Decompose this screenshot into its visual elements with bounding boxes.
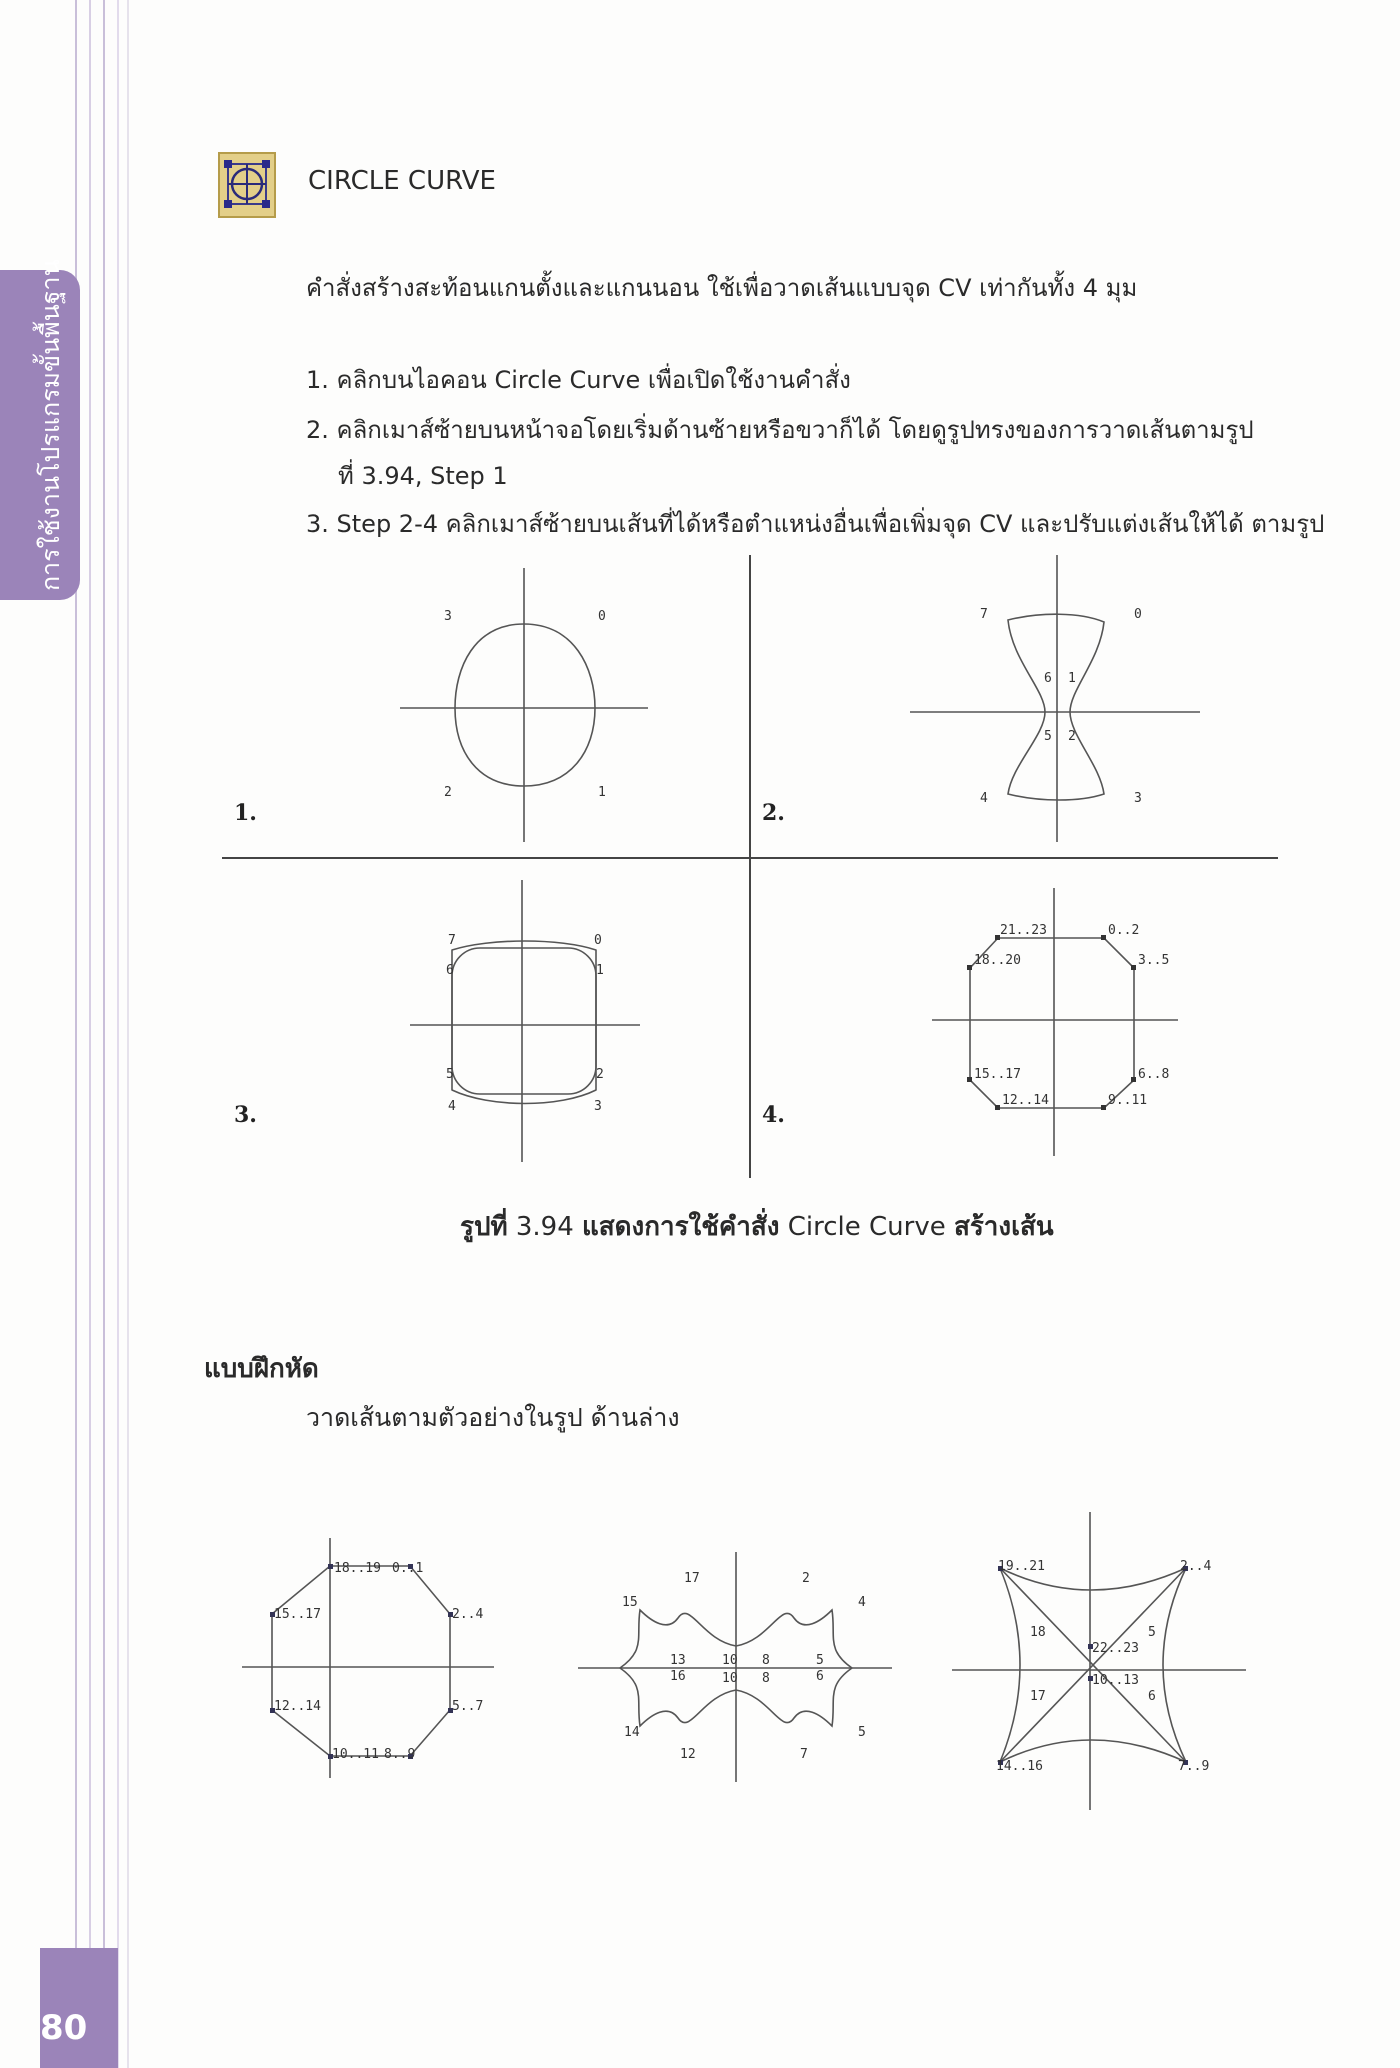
exercise-description: วาดเส้นตามตัวอย่างในรูป ด้านล่าง [306,1403,680,1432]
e2-point-label: 5 [858,1725,866,1740]
e3-point-label: 10..13 [1092,1673,1139,1688]
caption-part: Circle Curve [779,1212,954,1242]
e2-point-label: 16 [670,1669,686,1684]
p3-point-label: 5 [446,1067,454,1082]
e1-point-label: 18..19 [334,1561,381,1576]
e1-point-label: 5..7 [452,1699,484,1714]
e2-point-label: 8 [762,1653,770,1668]
caption-part: แสดงการใช้คำสั่ง [582,1212,780,1242]
panel-label-3: 3. [234,1102,257,1128]
panel-3-drawing [410,880,640,1162]
panel-2-drawing [910,555,1200,842]
e2-point-label: 7 [800,1747,808,1762]
p1-point-label: 1 [598,785,606,800]
e2-point-label: 6 [816,1669,824,1684]
e3-point-label: 7..9 [1178,1759,1210,1774]
e2-point-label: 2 [802,1571,810,1586]
panel-label-4: 4. [762,1102,785,1128]
e2-point-label: 17 [684,1571,700,1586]
p2-point-label: 0 [1134,607,1142,622]
p3-point-label: 7 [448,933,456,948]
p4-point-label: 6..8 [1138,1067,1170,1082]
p2-point-label: 2 [1068,729,1076,744]
e1-point-label: 12..14 [274,1699,321,1714]
page-number: 80 [40,2008,88,2048]
e2-point-label: 10 [722,1671,738,1686]
e1-point-label: 0..1 [392,1561,424,1576]
exercise-title: แบบฝึกหัด [204,1354,319,1384]
p3-point-label: 0 [594,933,602,948]
p3-point-label: 6 [446,963,454,978]
panel-label-1: 1. [234,800,257,826]
p2-point-label: 6 [1044,671,1052,686]
p4-point-label: 15..17 [974,1067,1021,1082]
e1-point-label: 8..9 [384,1747,416,1762]
e1-point-label: 15..17 [274,1607,321,1622]
p3-point-label: 4 [448,1099,456,1114]
e2-point-label: 13 [670,1653,686,1668]
caption-part: รูปที่ [460,1212,508,1242]
step-3: 3. Step 2-4 คลิกเมาส์ซ้ายบนเส้นที่ได้หรือตำแหน่งอื่นเพื่อเพิ่มจุด CV และปรับแต่งเส้นให้ได้ ตามรูป [306,510,1325,538]
p3-point-label: 2 [596,1067,604,1082]
p2-point-label: 5 [1044,729,1052,744]
e2-point-label: 8 [762,1671,770,1686]
e1-point-label: 2..4 [452,1607,484,1622]
panel-4-drawing [932,888,1178,1156]
e2-point-label: 12 [680,1747,696,1762]
p1-point-label: 3 [444,609,452,624]
p3-point-label: 1 [596,963,604,978]
panel-label-2: 2. [762,800,785,826]
e2-point-label: 15 [622,1595,638,1610]
e3-point-label: 19..21 [998,1559,1045,1574]
p3-point-label: 3 [594,1099,602,1114]
e3-point-label: 18 [1030,1625,1046,1640]
p2-point-label: 7 [980,607,988,622]
p4-point-label: 3..5 [1138,953,1170,968]
intro-text: คำสั่งสร้างสะท้อนแกนตั้งและแกนนอน ใช้เพื่อวาดเส้นแบบจุด CV เท่ากันทั้ง 4 มุม [306,274,1138,302]
e3-point-label: 5 [1148,1625,1156,1640]
step-1: 1. คลิกบนไอคอน Circle Curve เพื่อเปิดใช้งานคำสั่ง [306,366,851,394]
panel-1-drawing [400,568,648,842]
step-2-cont: ที่ 3.94, Step 1 [338,462,508,490]
caption-part: 3.94 [507,1212,583,1242]
e1-point-label: 10..11 [332,1747,379,1762]
e3-point-label: 6 [1148,1689,1156,1704]
p4-point-label: 9..11 [1108,1093,1148,1108]
e3-point-label: 14..16 [996,1759,1043,1774]
e2-point-label: 5 [816,1653,824,1668]
p1-point-label: 2 [444,785,452,800]
e3-point-label: 17 [1030,1689,1046,1704]
e2-point-label: 4 [858,1595,866,1610]
section-title: CIRCLE CURVE [308,166,496,196]
e3-point-label: 22..23 [1092,1641,1139,1656]
p4-point-label: 21..23 [1000,923,1047,938]
figure-caption [460,1206,1054,1247]
p4-point-label: 12..14 [1002,1093,1049,1108]
e2-point-label: 14 [624,1725,640,1740]
p2-point-label: 1 [1068,671,1076,686]
e3-point-label: 2..4 [1180,1559,1212,1574]
p4-point-label: 0..2 [1108,923,1140,938]
step-2: 2. คลิกเมาส์ซ้ายบนหน้าจอโดยเริ่มด้านซ้ายหรือขวาก็ได้ โดยดูรูปทรงของการวาดเส้นตามรูป [306,416,1254,444]
side-tab-text: การใช้งานโปรแกรมขั้นพื้นฐาน [36,259,65,591]
e2-point-label: 10 [722,1653,738,1668]
p4-point-label: 18..20 [974,953,1021,968]
caption-part: สร้างเส้น [953,1212,1054,1242]
p2-point-label: 3 [1134,791,1142,806]
p2-point-label: 4 [980,791,988,806]
p1-point-label: 0 [598,609,606,624]
